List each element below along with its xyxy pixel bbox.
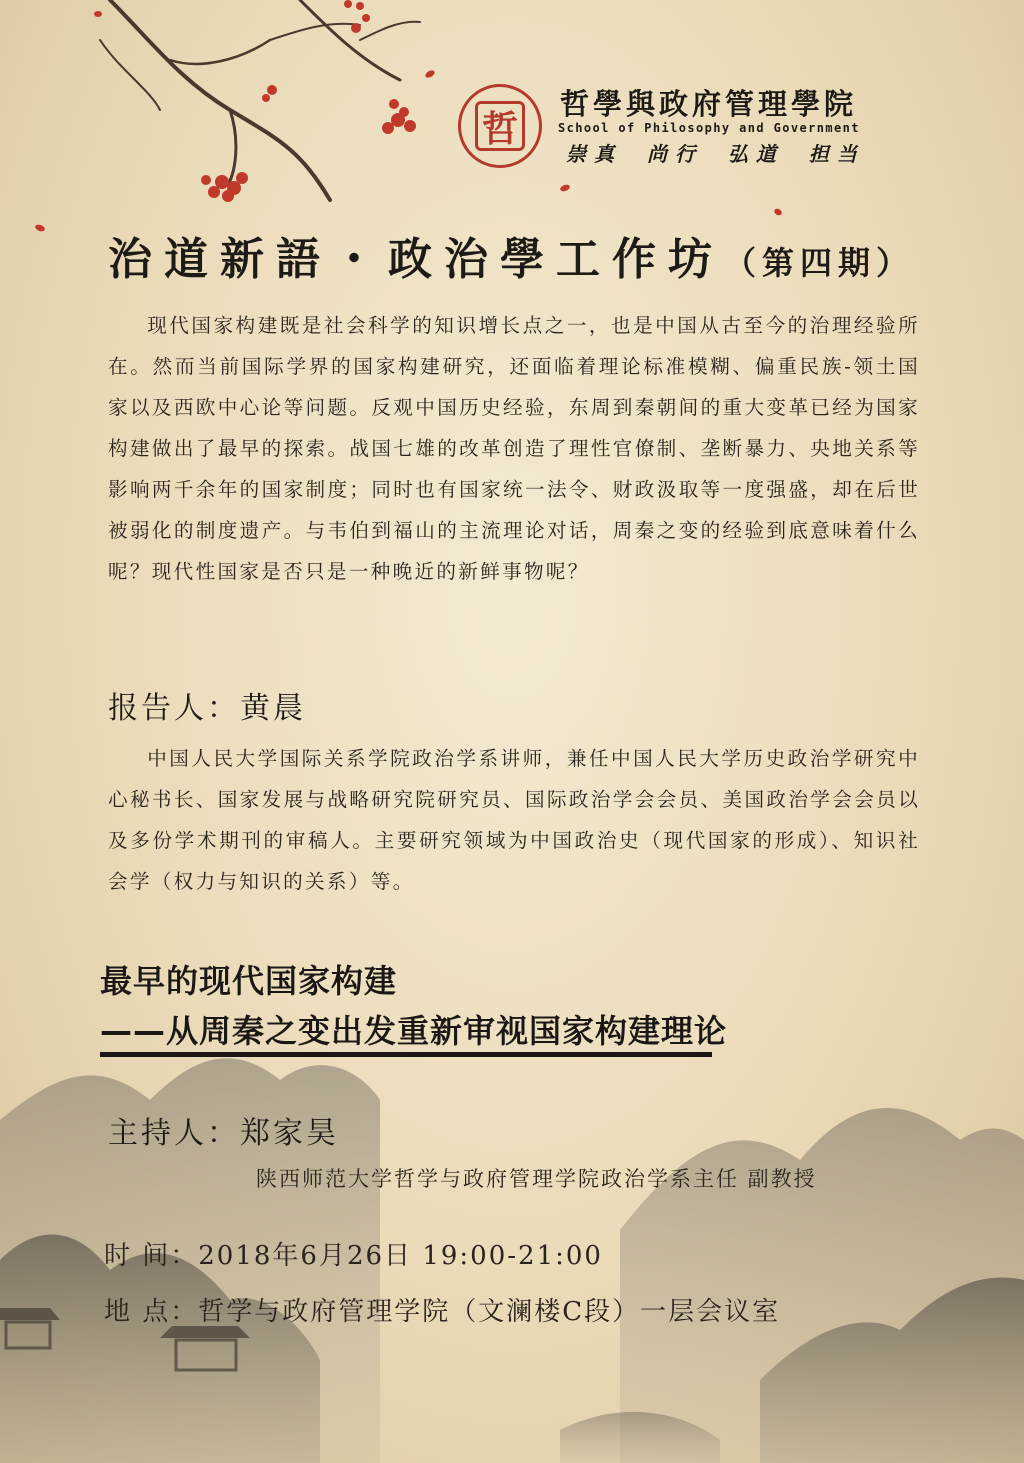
plum-branch-icon — [100, 0, 420, 200]
event-place: 地 点：哲学与政府管理学院（文澜楼C段）一层会议室 — [104, 1297, 781, 1327]
host-heading: 主持人：郑家昊 — [108, 1116, 339, 1151]
poster-title — [108, 223, 914, 287]
title-main: 治道新語・政治學工作坊 — [108, 234, 724, 285]
host-title: 陕西师范大学哲学与政府管理学院政治学系主任 副教授 — [256, 1167, 817, 1191]
seal-character: 哲 — [475, 101, 525, 151]
topic-underline — [100, 1052, 712, 1057]
university-seal-icon — [458, 84, 542, 168]
school-name-english: School of Philosophy and Government — [558, 121, 860, 135]
school-motto: 崇真 尚行 弘道 担当 — [566, 142, 865, 166]
school-name-chinese: 哲學與政府管理學院 — [560, 87, 858, 121]
speaker-heading: 报告人：黄晨 — [108, 691, 306, 726]
topic-subtitle: ——从周秦之变出发重新审视国家构建理论 — [100, 1012, 728, 1050]
topic-title: 最早的现代国家构建 — [100, 962, 398, 1000]
intro-paragraph: 现代国家构建既是社会科学的知识增长点之一，也是中国从古至今的治理经验所在。然而当前国际学界的国家构建研究，还面临着理论标准模糊、偏重民族-领土国家以及西欧中心论等问题。反观中国历史经验，东周到秦朝间的重大变革已经为国家构建做出了最早的探索。战国七雄的改革创造了理性官僚制、垄断暴力、央地关系等影响两千余年的国家制度；同时也有国家统一法令、财政汲取等一度强盛，却在后世被弱化的制度遗产。与韦伯到福山的主流理论对话，周秦之变的经验到底意味着什么呢？现代性国家是否只是一种晚近的新鲜事物呢？ — [108, 314, 920, 583]
event-time: 时 间：2018年6月26日 19:00-21:00 — [104, 1241, 603, 1271]
speaker-bio: 中国人民大学国际关系学院政治学系讲师，兼任中国人民大学历史政治学研究中心秘书长、国家发展与战略研究院研究员、国际政治学会会员、美国政治学会会员以及多份学术期刊的审稿人。主要研究领域为中国政治史（现代国家的形成）、知识社会学（权力与知识的关系）等。 — [108, 747, 920, 893]
title-edition: （第四期） — [724, 244, 915, 282]
